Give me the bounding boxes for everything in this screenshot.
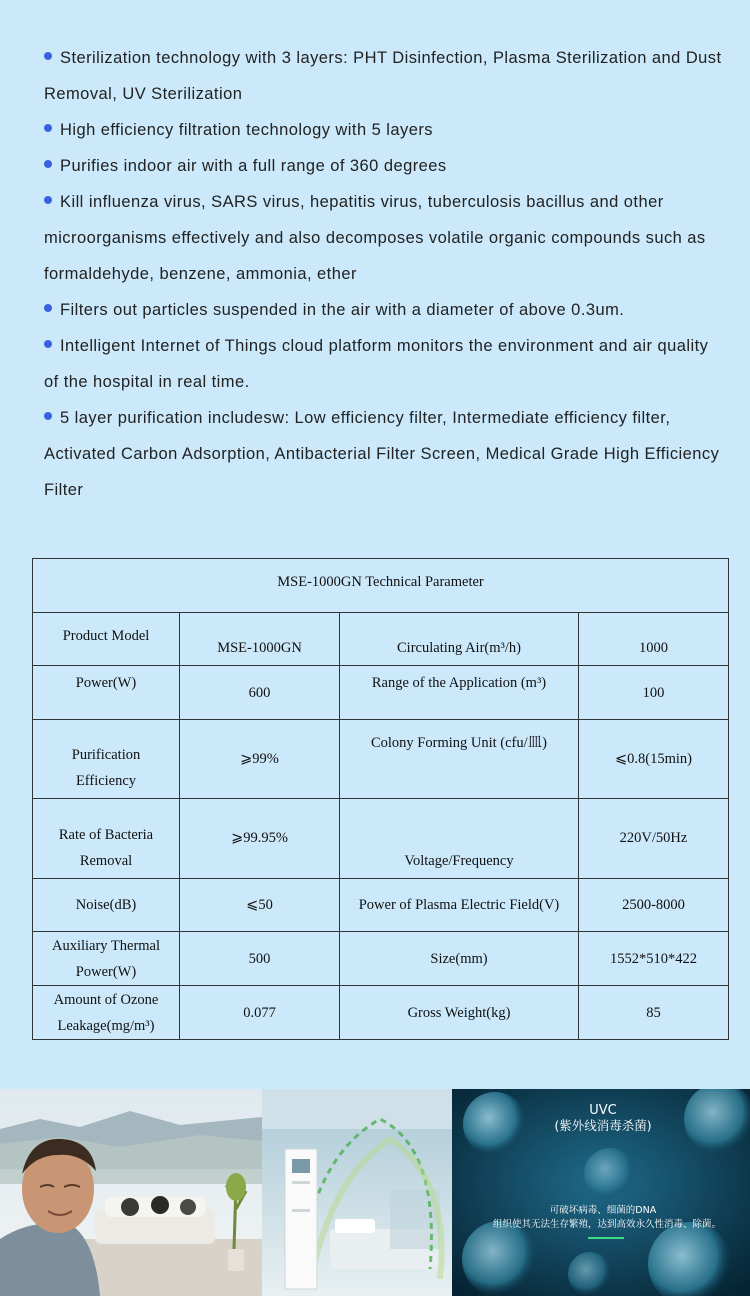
param-name: Amount of Ozone Leakage(mg/m³)	[33, 986, 180, 1040]
uvc-desc-line1: 可破坏病毒、细菌的DNA	[549, 1205, 657, 1216]
uvc-panel	[452, 1089, 750, 1296]
param-name: Voltage/Frequency	[340, 799, 579, 879]
hospital-room-photo	[262, 1089, 452, 1296]
param-value: 0.077	[180, 986, 340, 1040]
param-name: Circulating Air(m³/h)	[340, 613, 579, 666]
param-name: Gross Weight(kg)	[340, 986, 579, 1040]
param-value: 500	[180, 932, 340, 986]
table-row	[33, 879, 729, 932]
param-name: Power(W)	[33, 666, 180, 720]
feature-item: Sterilization technology with 3 layers: PHT Disinfection, Plasma Sterilization and Dust Removal, UV Sterilization	[44, 49, 722, 103]
feature-item: 5 layer purification includesw: Low efficiency filter, Intermediate efficiency filter, Activated Carbon Adsorption, Antibacterial Filter Screen, Medical Grade High Efficiency Filter	[44, 409, 720, 499]
bullet-dot-icon	[44, 196, 52, 204]
table-title-row	[33, 559, 729, 613]
param-value: 2500-8000	[579, 879, 729, 932]
feature-item: Filters out particles suspended in the air with a diameter of above 0.3um.	[44, 292, 724, 328]
feature-item: Intelligent Internet of Things cloud platform monitors the environment and air quality of the hospital in real time.	[44, 337, 709, 391]
param-name: Power of Plasma Electric Field(V)	[340, 879, 579, 932]
bullet-dot-icon	[44, 52, 52, 60]
bullet-dot-icon	[44, 340, 52, 348]
table-row	[33, 799, 729, 879]
photo-strip-graphic	[0, 1089, 750, 1296]
param-value: 600	[180, 666, 340, 720]
param-name: Purification Efficiency	[33, 720, 180, 799]
param-value: ⩽50	[180, 879, 340, 932]
spec-table	[32, 558, 729, 1040]
table-row	[33, 613, 729, 666]
param-name: Product Model	[33, 613, 180, 666]
param-value: 220V/50Hz	[579, 799, 729, 879]
param-value: 1552*510*422	[579, 932, 729, 986]
table-title: MSE-1000GN Technical Parameter	[33, 559, 729, 613]
bullet-dot-icon	[44, 412, 52, 420]
param-name: Size(mm)	[340, 932, 579, 986]
feature-item: High efficiency filtration technology with 5 layers	[44, 112, 724, 148]
table-row	[33, 986, 729, 1040]
param-value: ⩾99.95%	[180, 799, 340, 879]
table-row	[33, 932, 729, 986]
param-name: Range of the Application (m³)	[340, 666, 579, 720]
feature-item: Purifies indoor air with a full range of 360 degrees	[44, 148, 724, 184]
param-value: MSE-1000GN	[180, 613, 340, 666]
uvc-subtitle: (紫外线消毒杀菌)	[554, 1118, 652, 1133]
bullet-dot-icon	[44, 160, 52, 168]
param-name: Auxiliary Thermal Power(W)	[33, 932, 180, 986]
param-name: Rate of Bacteria Removal	[33, 799, 180, 879]
param-name: Noise(dB)	[33, 879, 180, 932]
param-value: ⩾99%	[180, 720, 340, 799]
param-value: 100	[579, 666, 729, 720]
bullet-dot-icon	[44, 304, 52, 312]
table-row	[33, 666, 729, 720]
feature-item: Kill influenza virus, SARS virus, hepatitis virus, tuberculosis bacillus and other microorganisms effectively and also decomposes volatile organic compounds such as formaldehyde, benzene, ammonia, ether	[44, 193, 706, 283]
living-room-photo	[0, 1089, 262, 1296]
photo-strip	[0, 1089, 750, 1296]
param-value: 1000	[579, 613, 729, 666]
param-value: ⩽0.8(15min)	[579, 720, 729, 799]
param-value: 85	[579, 986, 729, 1040]
feature-list	[44, 40, 724, 508]
bullet-dot-icon	[44, 124, 52, 132]
uvc-title: UVC	[589, 1103, 617, 1118]
param-name: Colony Forming Unit (cfu/皿)	[340, 720, 579, 799]
uvc-desc-line2: 组织使其无法生存繁殖，达到高效永久性消毒、除菌。	[492, 1219, 722, 1230]
table-row	[33, 720, 729, 799]
